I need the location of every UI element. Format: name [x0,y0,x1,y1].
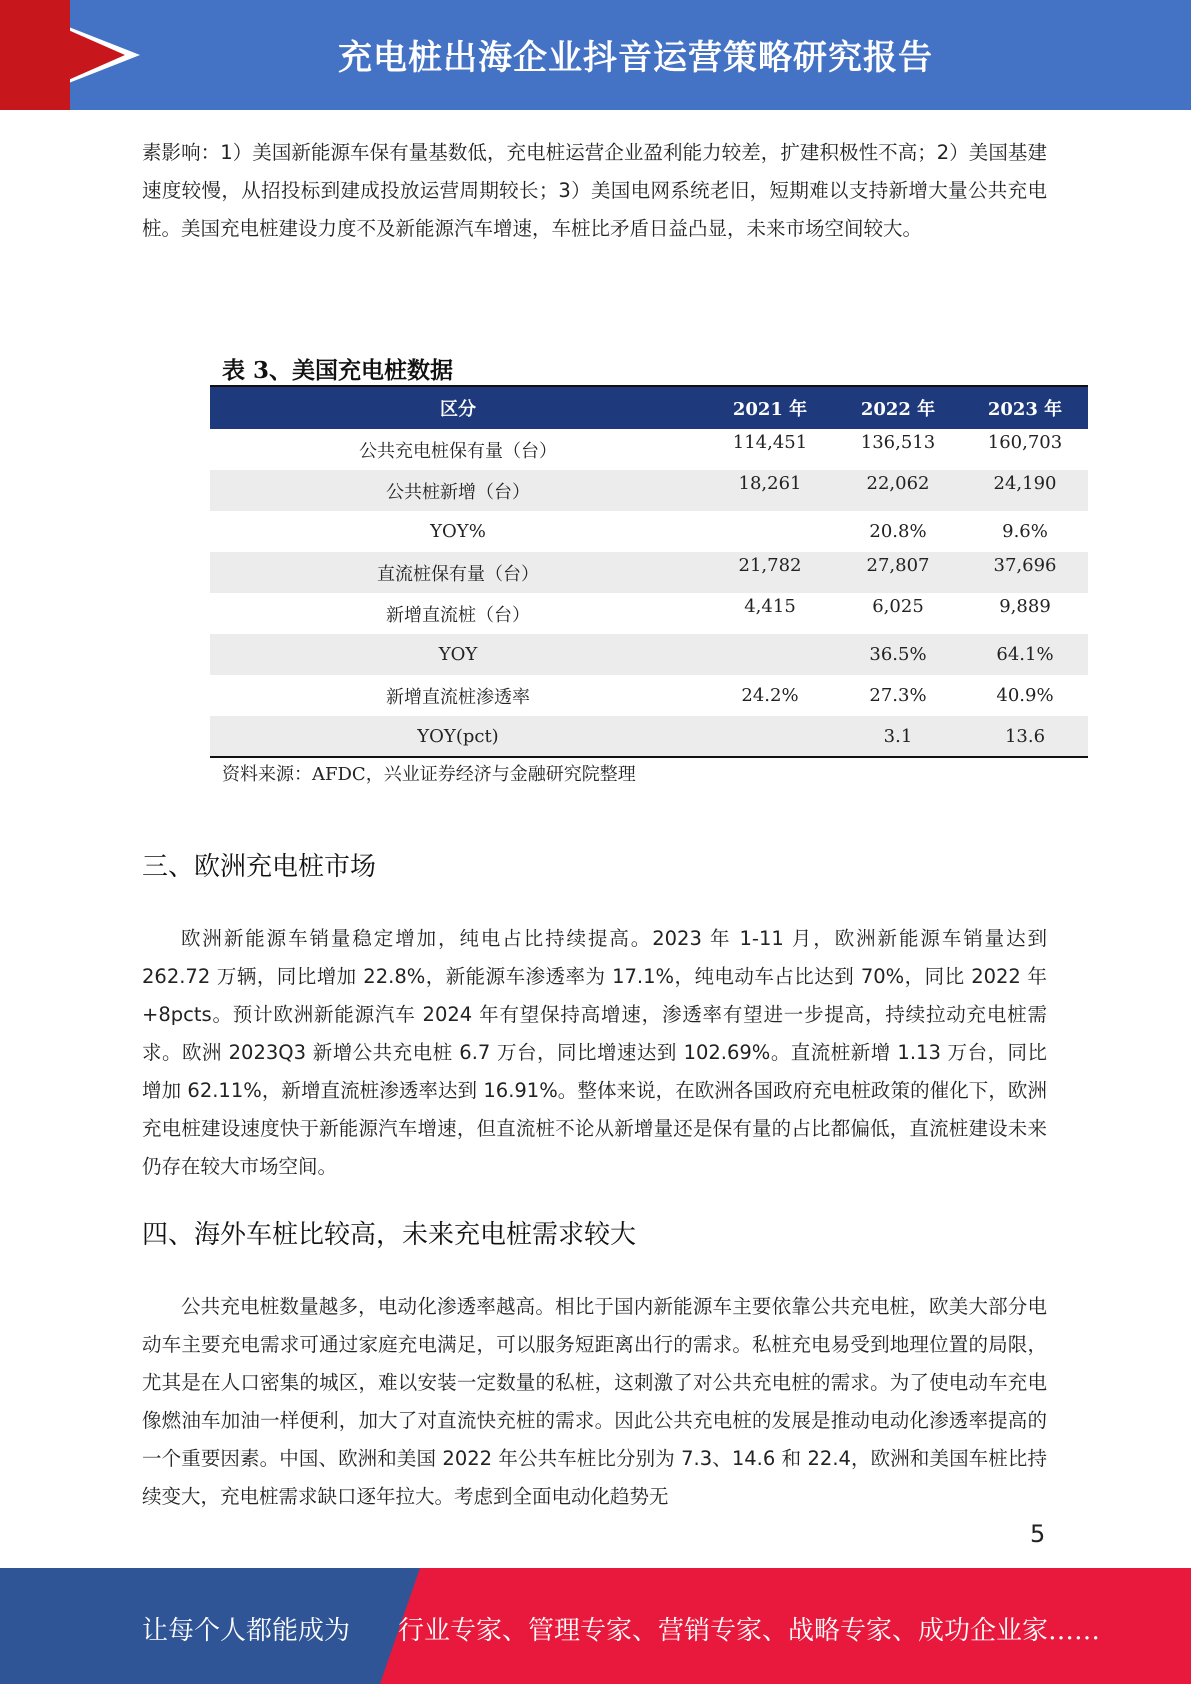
table-row [210,675,1088,716]
section-title-overseas: 四、海外车桩比较高，未来充电桩需求较大 [142,1220,637,1250]
row-label: 新增直流桩渗透率 [386,686,530,708]
table-cell: 18,261 [738,473,802,494]
footer-slogan-right: 行业专家、管理专家、营销专家、战略专家、成功企业家…… [398,1616,1101,1646]
table-row [210,634,1088,675]
table-cell [706,634,834,675]
table-cell: 9,889 [999,596,1051,617]
europe-paragraph: 欧洲新能源车销量稳定增加，纯电占比持续提高。2023 年 1-11 月，欧洲新能源车销量达到 262.72 万辆，同比增加 22.8%，新能源车渗透率为 17.1%，纯电动车占比达到 70%，同比 2022 年 +8pcts。预计欧洲新能源汽车 2024 年有望保持高增速，渗透率有望进一步提高，持续拉动充电桩需求。欧洲 2023Q3 新增公共充电桩 6.7 万台，同比增速达到 102.69%。直流桩新增 1.13 万台，同比增加 62.11%，新增直流桩渗透率达到 16.91%。整体来说，在欧洲各国政府充电桩政策的催化下，欧洲充电桩建设速度快于新能源汽车增速，但直流桩不论从新增量还是保有量的占比都偏低，直流桩建设未来仍存在较大市场空间。 [142,927,1047,1178]
table-caption: 表 3、美国充电桩数据 [222,357,454,384]
table-cell: 136,513 [860,432,936,453]
table-row [210,429,1088,470]
row-label: 直流桩保有量（台） [377,563,539,585]
table-cell: 9.6% [1002,521,1048,542]
table-cell: 40.9% [996,685,1054,706]
header-cell: 2021 年 [706,386,834,429]
table-row [210,716,1088,757]
table-row [210,470,1088,511]
page-number: 5 [1030,1520,1046,1548]
page-footer [0,1568,1191,1684]
table-source-note: 资料来源：AFDC，兴业证券经济与金融研究院整理 [222,764,636,785]
row-label: YOY [438,644,478,665]
row-label: 公共桩新增（台） [386,481,530,503]
footer-slogan-left: 让每个人都能成为 [142,1616,351,1646]
row-label: YOY(pct) [210,716,706,757]
table-cell: 13.6 [962,716,1088,757]
table-cell: 64.1% [996,644,1054,665]
table-cell: 21,782 [738,555,802,576]
row-label: 公共充电桩保有量（台） [359,440,557,462]
overseas-paragraph: 公共充电桩数量越多，电动化渗透率越高。相比于国内新能源车主要依靠公共充电桩，欧美大部分电动车主要充电需求可通过家庭充电满足，可以服务短距离出行的需求。私桩充电易受到地理位置的局限，尤其是在人口密集的城区，难以安装一定数量的私桩，这刺激了对公共充电桩的需求。为了使电动车充电像燃油车加油一样便利，加大了对直流快充桩的需求。因此公共充电桩的发展是推动电动化渗透率提高的一个重要因素。中国、欧洲和美国 2022 年公共车桩比分别为 7.3、14.6 和 22.4，欧洲和美国车桩比持续变大，充电桩需求缺口逐年拉大。考虑到全面电动化趋势无 [142,1295,1047,1508]
header-red-block [0,0,70,110]
row-label: 新增直流桩（台） [386,604,530,626]
table-row [210,552,1088,593]
section-title-europe: 三、欧洲充电桩市场 [142,852,377,882]
table-cell: 6,025 [872,596,924,617]
page-header [0,0,1191,110]
table-cell: 27.3% [869,685,927,706]
header-cell: 2023 年 [962,386,1088,429]
table-cell: 24,190 [993,473,1057,494]
report-title: 充电桩出海企业抖音运营策略研究报告 [338,38,933,78]
table-row [210,511,1088,552]
table-row [210,593,1088,634]
table-cell: 36.5% [869,644,927,665]
table-header-row [210,386,1088,429]
intro-paragraph: 素影响：1）美国新能源车保有量基数低，充电桩运营企业盈利能力较差，扩建积极性不高；2）美国基建速度较慢，从招投标到建成投放运营周期较长；3）美国电网系统老旧，短期难以支持新增大量公共充电桩。美国充电桩建设力度不及新能源汽车增速，车桩比矛盾日益凸显，未来市场空间较大。 [142,141,1047,240]
table-cell: 160,703 [987,432,1063,453]
row-label: YOY% [430,521,486,542]
table-cell: 22,062 [866,473,930,494]
table-cell: 4,415 [744,596,796,617]
table-cell: 114,451 [732,432,808,453]
table-cell [706,511,834,552]
table-cell: 37,696 [993,555,1057,576]
table-cell: 3.1 [834,716,962,757]
header-cell: 区分 [210,386,706,429]
us-charging-table [210,385,1088,758]
table-cell: 27,807 [866,555,930,576]
table-cell: 24.2% [741,685,799,706]
table-cell: 20.8% [869,521,927,542]
header-cell: 2022 年 [834,386,962,429]
table-cell [706,716,834,757]
